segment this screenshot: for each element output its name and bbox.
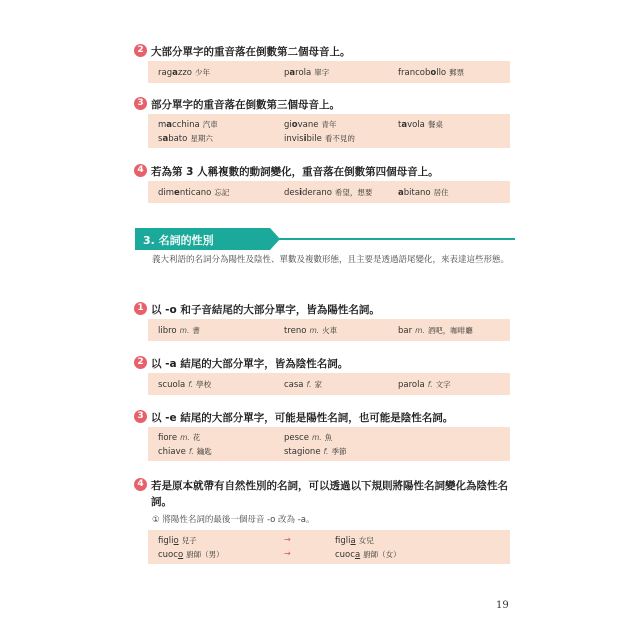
word-entry: tavola 餐桌 xyxy=(398,120,443,130)
section-heading: 以 -a 結尾的大部分單字，皆為陰性名詞。 xyxy=(151,358,349,370)
section-heading: 大部分單字的重音落在倒數第二個母音上。 xyxy=(151,46,351,58)
word-entry: treno m. 火車 xyxy=(284,326,338,336)
section-number-badge: 2 xyxy=(134,356,147,369)
section-banner xyxy=(135,228,515,250)
word-entry: parola 單字 xyxy=(284,68,330,78)
section-title: 3. 名詞的性別 xyxy=(143,234,214,247)
word-entry: cuoca 廚師（女） xyxy=(335,550,401,560)
section-heading-continued: 詞。 xyxy=(151,496,172,508)
word-entry: scuola f. 學校 xyxy=(158,380,212,390)
word-entry: chiave f. 鑰匙 xyxy=(158,447,212,457)
word-entry: giovane 青年 xyxy=(284,120,337,130)
word-entry: figlia 女兒 xyxy=(335,536,374,546)
word-entry: macchina 汽車 xyxy=(158,120,218,130)
arrow-icon: → xyxy=(284,535,291,544)
example-box xyxy=(148,319,510,341)
example-box xyxy=(148,61,510,83)
word-entry: parola f. 文字 xyxy=(398,380,451,390)
word-entry: sabato 星期六 xyxy=(158,134,213,144)
section-number-badge: 1 xyxy=(134,302,147,315)
word-entry: stagione f. 季節 xyxy=(284,447,347,457)
section-heading: 以 -e 結尾的大部分單字，可能是陽性名詞，也可能是陰性名詞。 xyxy=(151,412,454,424)
banner-rule xyxy=(270,238,515,240)
word-entry: abitano 居住 xyxy=(398,188,449,198)
example-box xyxy=(148,114,510,148)
section-number-badge: 4 xyxy=(134,164,147,177)
section-number-badge: 3 xyxy=(134,97,147,110)
section-number-badge: 4 xyxy=(134,478,147,491)
example-box xyxy=(148,373,510,395)
example-box xyxy=(148,427,510,461)
arrow-icon: → xyxy=(284,549,291,558)
section-heading: 若是原本就帶有自然性別的名詞，可以透過以下規則將陽性名詞變化為陰性名 xyxy=(151,480,508,492)
section-heading: 以 -o 和子音結尾的大部分單字，皆為陽性名詞。 xyxy=(151,304,380,316)
example-box xyxy=(148,181,510,203)
word-entry: fiore m. 花 xyxy=(158,433,201,443)
example-box xyxy=(148,530,510,564)
word-entry: dimenticano 忘記 xyxy=(158,188,230,198)
word-entry: invisibile 看不見的 xyxy=(284,134,355,144)
section-heading: 若為第 3 人稱複數的動詞變化，重音落在倒數第四個母音上。 xyxy=(151,166,439,178)
page-number: 19 xyxy=(496,600,509,611)
word-entry: casa f. 家 xyxy=(284,380,322,390)
section-heading: 部分單字的重音落在倒數第三個母音上。 xyxy=(151,99,340,111)
word-entry: figlio 兒子 xyxy=(158,536,197,546)
section-number-badge: 2 xyxy=(134,44,147,57)
word-entry: pesce m. 魚 xyxy=(284,433,333,443)
word-entry: bar m. 酒吧，咖啡廳 xyxy=(398,326,473,336)
word-entry: cuoco 廚師（男） xyxy=(158,550,224,560)
word-entry: ragazzo 少年 xyxy=(158,68,210,78)
intro-paragraph: 義大利語的名詞分為陽性及陰性、單數及複數形態，且主要是透過語尾變化，來表達這些形態。 xyxy=(152,255,510,265)
section-number-badge: 3 xyxy=(134,410,147,423)
word-entry: francobollo 郵票 xyxy=(398,68,465,78)
word-entry: desiderano 希望，想要 xyxy=(284,188,373,198)
word-entry: libro m. 書 xyxy=(158,326,200,336)
rule-text: ① 將陽性名詞的最後一個母音 -o 改為 -a。 xyxy=(152,515,315,525)
